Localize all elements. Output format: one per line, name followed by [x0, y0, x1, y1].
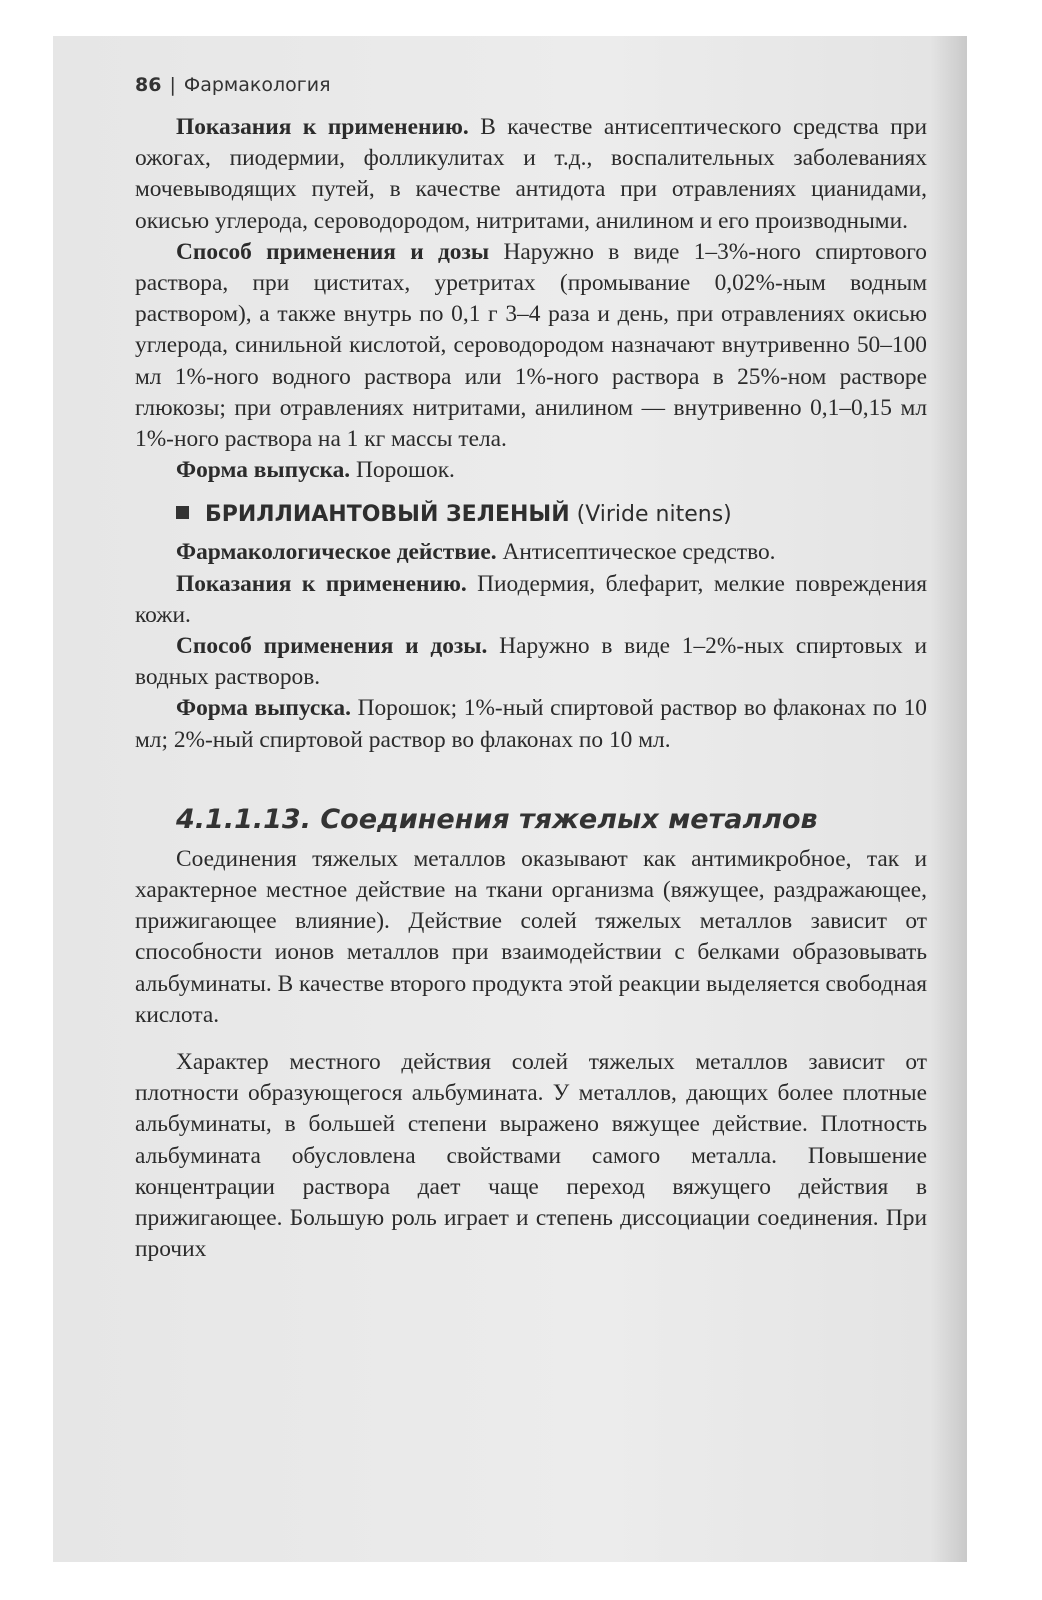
drug-indications-label: Показания к применению.: [176, 570, 467, 597]
drug-dosage-text: Наружно в виде 1–2%-ных спиртовых и водных растворов.: [135, 633, 927, 691]
drug-form-label: Форма выпуска.: [176, 695, 351, 722]
indications-text: В качестве антисептического средства при ожогах, пиодермии, фолликулитах и т.д., воспалительных заболеваниях мочевыводящих путей, в качестве антидота при отравлениях цианидами, окисью углерода, сероводородом, нитритами, анилином и его производными.: [135, 114, 927, 234]
book-page: [135, 66, 927, 1266]
indications-label: Показания к применению.: [176, 114, 469, 140]
drug-dosage-paragraph: [135, 631, 927, 693]
dosage-text: Наружно в виде 1–3%-ного спиртового раствора, при циститах, уретритах (промывание 0,02%-ным водным раствором), а также внутрь по 0,1 г 3–4 раза и день, при отравлениях окисью углерода, синильной кислотой, сероводородом назначают внутривенно 50–100 мл 1%-ного водного раствора или 1%-ного раствора в 25%-ном растворе глюкозы; при отравлениях нитритами, анилином — внутривенно 0,1–0,15 мл 1%-ного раствора на 1 кг массы тела.: [135, 238, 927, 453]
page-number: 86: [135, 74, 162, 96]
drug-indications-paragraph: [135, 569, 927, 631]
section-title: 4.1.1.13. Соединения тяжелых металлов: [176, 803, 818, 835]
drug-form-paragraph: [135, 693, 927, 755]
drug-name: БРИЛЛИАНТОВЫЙ ЗЕЛЕНЫЙ: [205, 502, 570, 528]
drug-form-text: Порошок; 1%-ный спиртовой раствор во флаконах по 10 мл; 2%-ный спиртовой раствор во флаконах по 10 мл.: [135, 695, 927, 753]
running-title: Фармакология: [183, 74, 331, 96]
form-label: Форма выпуска.: [176, 457, 351, 484]
drug-indications-text: Пиодермия, блефарит, мелкие повреждения кожи.: [135, 570, 927, 628]
drug-action-label: Фармакологическое действие.: [176, 539, 497, 566]
drug-action-text: Антисептическое средство.: [496, 539, 776, 566]
dosage-label: Способ применения и дозы: [176, 238, 490, 265]
header-separator: |: [169, 74, 176, 96]
section-paragraph-1: Соединения тяжелых металлов оказывают как антимикробное, так и характерное местное действие на ткани организма (вяжущее, раздражающее, прижигающее влияние). Действие солей тяжелых металлов зависит от способности ионов металлов при взаимодействии с белками образовывать альбуминаты. В качестве второго продукта этой реакции выделяется свободная кислота.: [135, 845, 927, 1028]
square-bullet-icon: [176, 506, 189, 519]
running-header: [135, 66, 927, 104]
section-paragraph-2: Характер местного действия солей тяжелых металлов зависит от плотности образующегося альбумината. У металлов, дающих более плотные альбуминаты, в большей степени выражено вяжущее действие. Плотность альбумината обусловлена свойствами самого металла. Повышение концентрации раствора дает чаще переход вяжущего действия в прижигающее. Большую роль играет и степень диссоциации соединения. При прочих: [135, 1049, 927, 1263]
form-paragraph: [135, 455, 927, 486]
drug-latin-name: (Viride nitens): [569, 502, 732, 528]
form-text: Порошок.: [350, 457, 455, 484]
paragraph-gap: [135, 1031, 927, 1047]
drug-dosage-label: Способ применения и дозы.: [176, 633, 488, 660]
drug-heading: [176, 498, 927, 532]
dosage-paragraph: [135, 237, 927, 455]
drug-action-paragraph: [135, 537, 927, 568]
indications-paragraph: [135, 112, 927, 237]
